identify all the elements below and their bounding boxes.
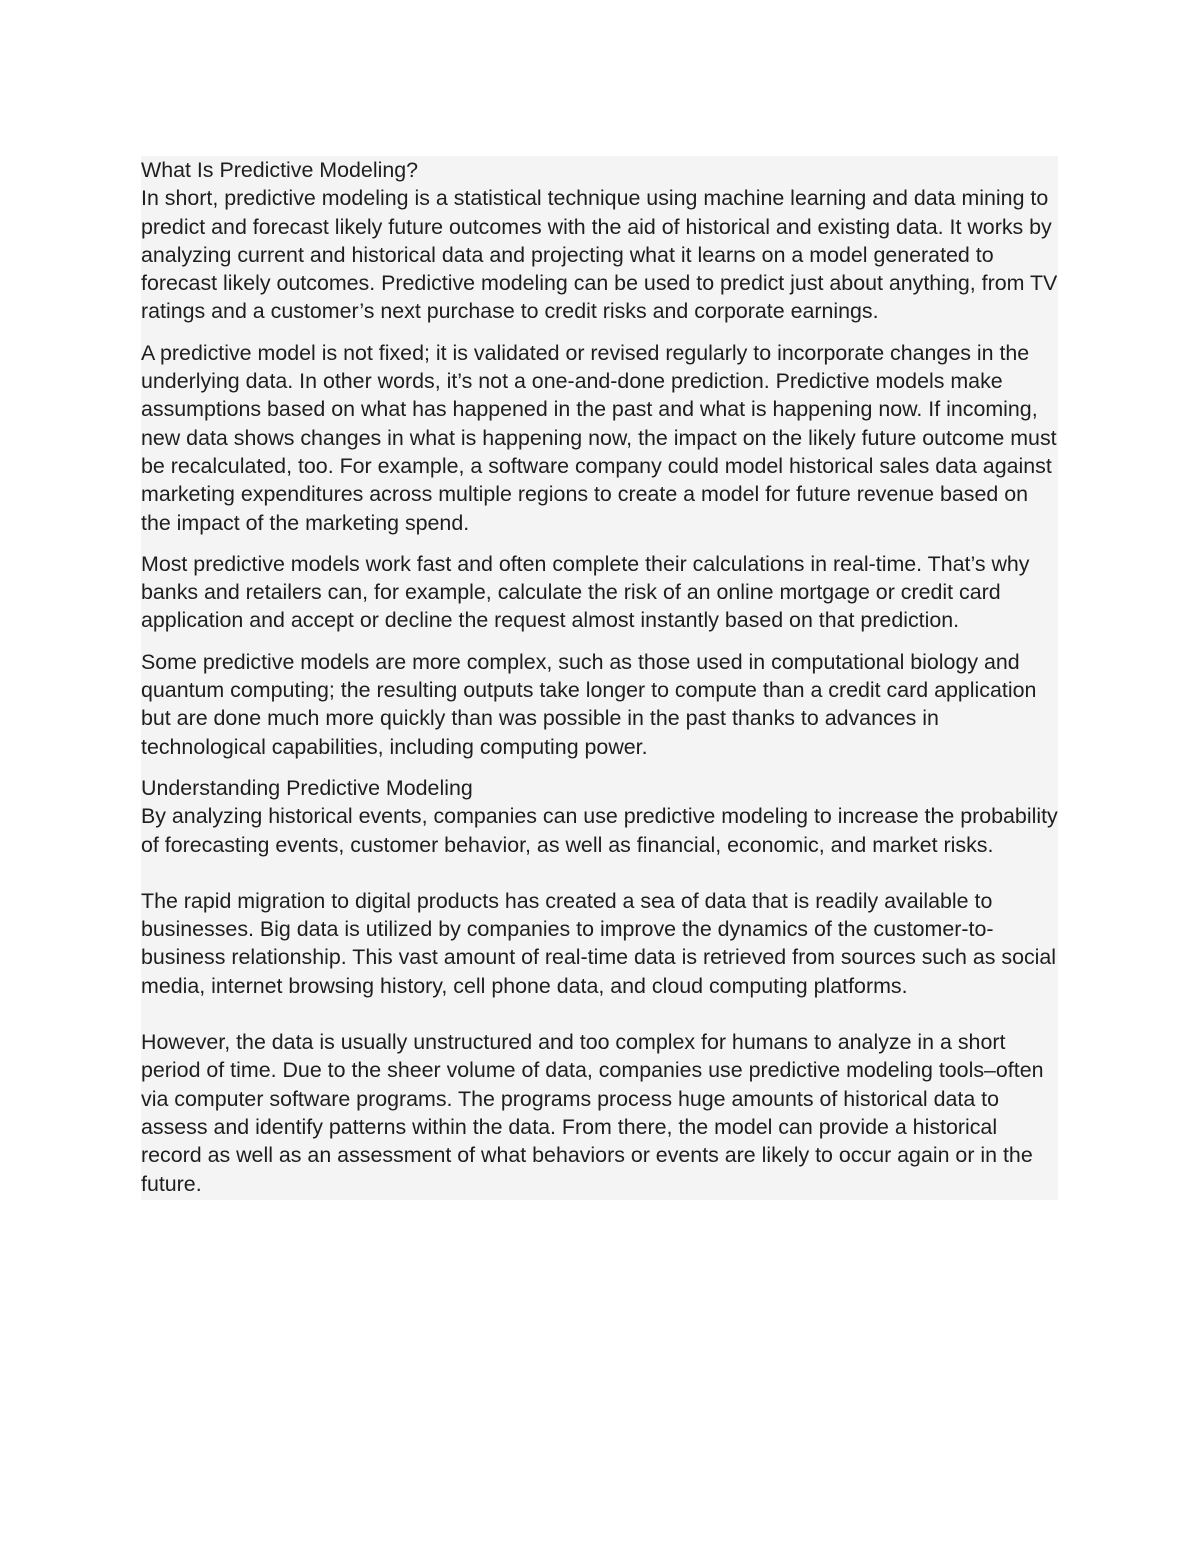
paragraph: In short, predictive modeling is a statistical technique using machine learning and data mining to predict and forecast likely future outcomes with the aid of historical and existing data. It works by analyzing current and historical data and projecting what it learns on a model generated to forecast likely outcomes. Predictive modeling can be used to predict just about anything, from TV ratings and a customer’s next purchase to credit risks and corporate earnings. [141, 186, 1058, 324]
paragraph: Most predictive models work fast and often complete their calculations in real-time. That’s why banks and retailers can, for example, calculate the risk of an online mortgage or credit card application and accept or decline the request almost instantly based on that prediction. [141, 551, 1030, 633]
paragraph: Some predictive models are more complex, such as those used in computational biology and quantum computing; the resulting outputs take longer to compute than a credit card application but are done much more quickly than was possible in the past thanks to advances in technological capabilities, including computing power. [141, 649, 1037, 759]
paragraph: However, the data is usually unstructured and too complex for humans to analyze in a short period of time. Due to the sheer volume of data, companies use predictive modeling tools–often via computer software programs. The programs process huge amounts of historical data to assess and identify patterns within the data. From there, the model can provide a historical record as well as an assessment of what behaviors or events are likely to occur again or in the future. [141, 1030, 1044, 1196]
paragraph: By analyzing historical events, companies can use predictive modeling to increase the probability of forecasting events, customer behavior, as well as financial, economic, and market risks. [141, 804, 1058, 857]
paragraph: The rapid migration to digital products has created a sea of data that is readily available to businesses. Big data is utilized by companies to improve the dynamics of the customer-to-business relationship. This vast amount of real-time data is retrieved from sources such as social media, internet browsing history, cell phone data, and cloud computing platforms. [141, 888, 1057, 998]
document-body [141, 156, 1058, 1200]
section-heading-understanding-predictive-modeling: Understanding Predictive Modeling [141, 775, 473, 800]
paragraph: A predictive model is not fixed; it is validated or revised regularly to incorporate changes in the underlying data. In other words, it’s not a one-and-done prediction. Predictive models make assumptions based on what has happened in the past and what is happening now. If incoming, new data shows changes in what is happening now, the impact on the likely future outcome must be recalculated, too. For example, a software company could model historical sales data against marketing expenditures across multiple regions to create a model for future revenue based on the impact of the marketing spend. [141, 340, 1057, 535]
section-heading-what-is-predictive-modeling: What Is Predictive Modeling? [141, 158, 419, 182]
